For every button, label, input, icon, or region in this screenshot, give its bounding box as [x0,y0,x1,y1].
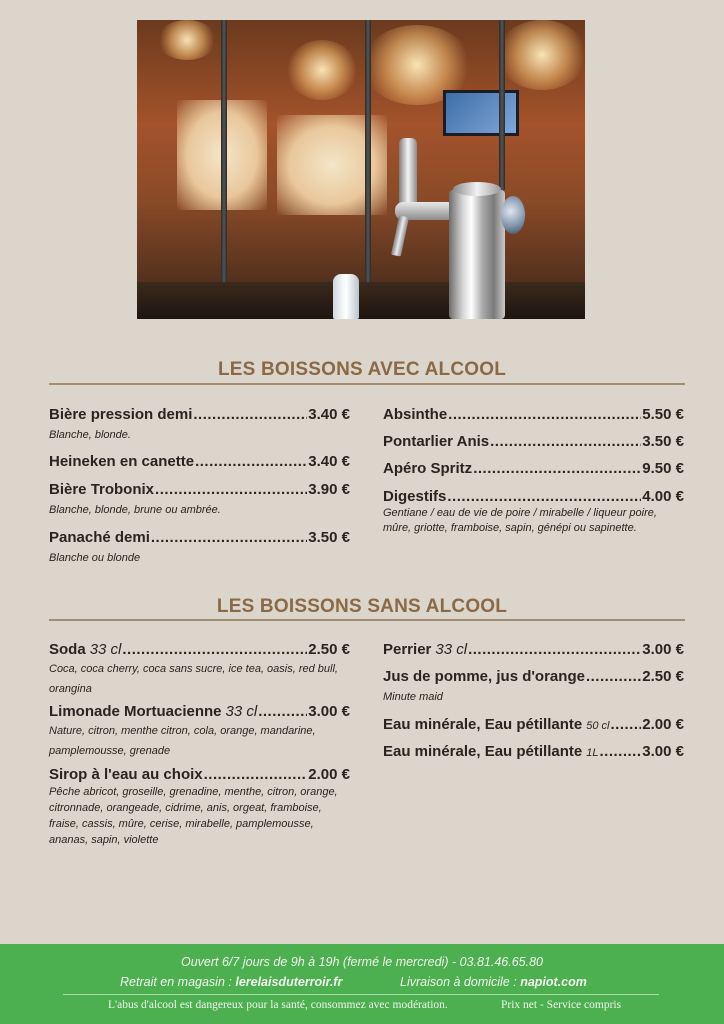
item-price: 2.00 € [642,716,684,733]
item-price: 5.50 € [642,406,684,423]
menu-item [49,406,350,443]
section-title-alcohol: LES BOISSONS AVEC ALCOOL [217,359,507,380]
home-delivery: Livraison à domicile : napiot.com [400,975,587,989]
opening-hours: Ouvert 6/7 jours de 9h à 19h (fermé le mercredi) - 03.81.46.65.80 [181,955,543,969]
menu-item [383,716,684,735]
item-name: Absinthe [383,406,448,423]
menu-item [49,529,350,566]
item-price: 3.40 € [308,453,350,470]
menu-item [383,743,684,762]
item-size: 1L [586,747,599,759]
item-name: Panaché demi [49,529,150,546]
item-price: 3.00 € [308,703,350,720]
section-divider [49,383,685,385]
item-price: 3.50 € [308,529,350,546]
menu-item [383,460,684,478]
footer-divider [63,994,659,995]
item-description: Nature, citron, menthe citron, cola, orange, mandarine, pamplemousse, grenade [49,725,316,757]
item-name: Bière Trobonix [49,481,155,498]
item-description: Minute maid [383,691,443,703]
item-price: 9.50 € [642,460,684,477]
item-name: Jus de pomme, jus d'orange [383,668,585,685]
item-price: 3.90 € [308,481,350,498]
section-divider [49,619,685,621]
item-name: Limonade Mortuacienne [49,703,222,720]
item-description: Blanche ou blonde [49,552,141,564]
delivery-link[interactable]: napiot.com [520,975,587,989]
item-price: 3.40 € [308,406,350,423]
item-size: 50 cl [586,720,610,732]
item-price: 3.50 € [642,433,684,450]
pricing-note: Prix net - Service compris [501,999,622,1011]
item-name: Perrier [383,641,432,658]
item-name: Bière pression demi [49,406,193,423]
item-description: Pêche abricot, groseille, grenadine, menthe, citron, orange, citronnade, orangeade, cidrime, anis, orgeat, framboise, fraise, cassis, mûre, cerise, mirabelle, pamplemousse, ananas, sapin, violette [49,786,338,846]
pickup-link[interactable]: lerelaisduterroir.fr [235,975,343,989]
item-name: Soda [49,641,86,658]
item-price: 2.00 € [308,766,350,783]
item-name: Eau minérale, Eau pétillante [383,743,583,760]
item-name: Eau minérale, Eau pétillante [383,716,583,733]
item-size: 33 cl [89,641,122,658]
item-size: 33 cl [435,641,468,658]
store-pickup: Retrait en magasin : lerelaisduterroir.fr [120,975,343,989]
menu-item [383,641,684,659]
item-price: 4.00 € [642,488,684,505]
item-name: Sirop à l'eau au choix [49,766,203,783]
item-description: Blanche, blonde. [49,429,131,441]
menu-item [49,766,350,848]
menu-item [383,433,684,451]
menu-item [383,406,684,424]
item-description: Coca, coca cherry, coca sans sucre, ice tea, oasis, red bull, orangina [49,663,338,695]
menu-item [383,668,684,705]
menu-item [49,703,350,761]
menu-item [49,453,350,471]
item-description: Gentiane / eau de vie de poire / mirabelle / liqueur poire, mûre, griotte, framboise, sapin, génépi ou sapinette. [383,507,657,534]
item-size: 33 cl [225,703,258,720]
item-name: Pontarlier Anis [383,433,490,450]
item-price: 2.50 € [308,641,350,658]
section-title-soft: LES BOISSONS SANS ALCOOL [216,596,508,617]
menu-item [383,488,684,536]
menu-item [49,641,350,699]
item-name: Heineken en canette [49,453,195,470]
alcohol-warning: L'abus d'alcool est dangereux pour la santé, consommez avec modération. [108,999,448,1011]
item-name: Digestifs [383,488,447,505]
bar-tap-photo [137,20,585,319]
footer-bar [0,944,724,1024]
menu-item [49,481,350,518]
item-price: 3.00 € [642,641,684,658]
item-description: Blanche, blonde, brune ou ambrée. [49,504,221,516]
item-price: 3.00 € [642,743,684,760]
item-name: Apéro Spritz [383,460,473,477]
item-price: 2.50 € [642,668,684,685]
